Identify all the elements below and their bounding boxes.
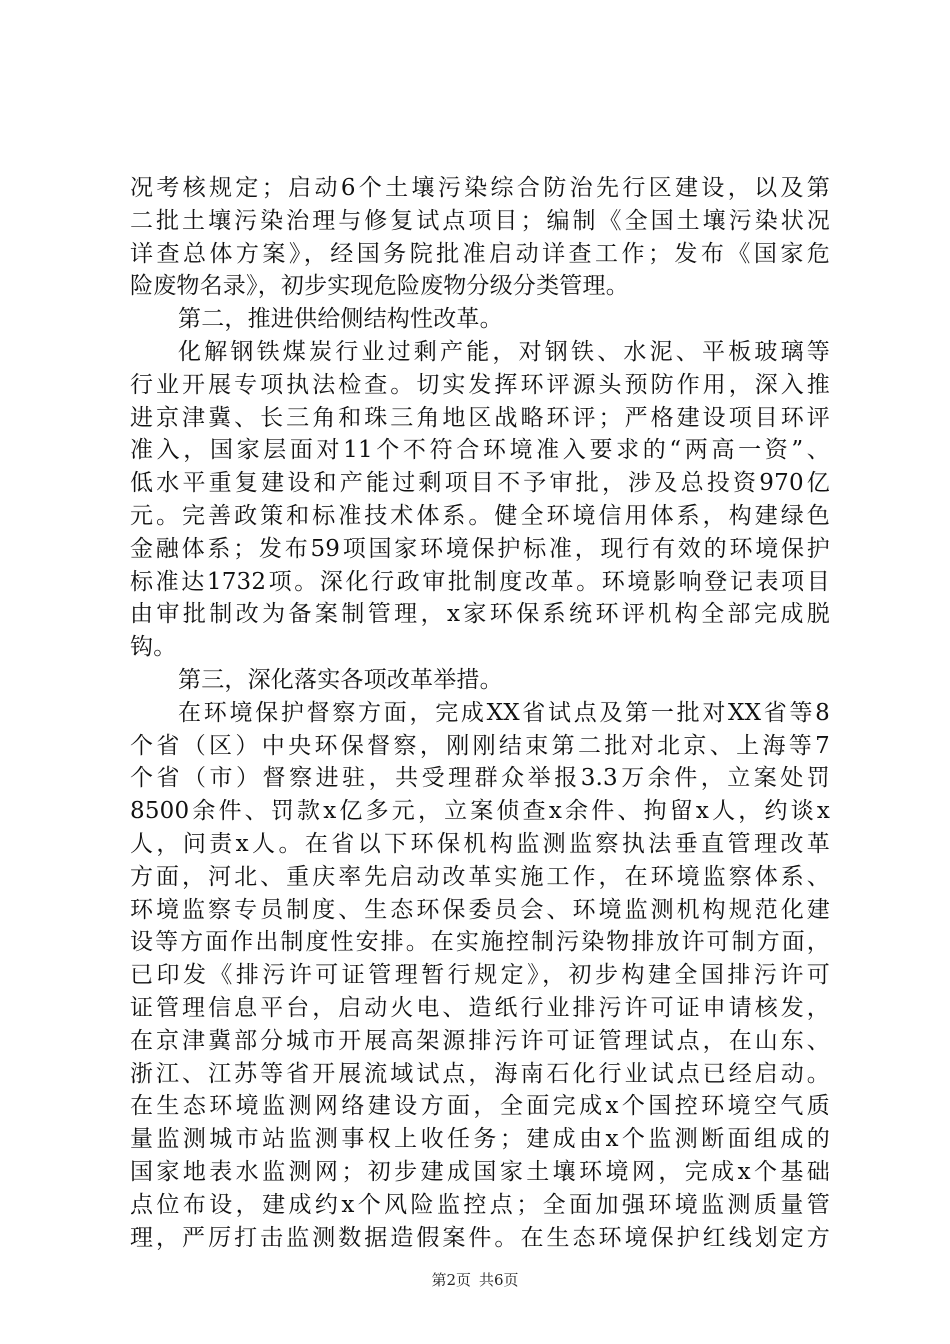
text-line: 元。完善政策和标准技术体系。健全环境信用体系，构建绿色 [130, 502, 830, 529]
text-line: 在生态环境监测网络建设方面，全面完成x个国控环境空气质 [130, 1093, 830, 1120]
text-line: 二批土壤污染治理与修复试点项目；编制《全国土壤污染状况 [130, 207, 830, 234]
text-line: 设等方面作出制度性安排。在实施控制污染物排放许可制方面， [130, 929, 830, 956]
text-line: 已印发《排污许可证管理暂行规定》，初步构建全国排污许可 [130, 962, 830, 989]
text-line: 在京津冀部分城市开展高架源排污许可证管理试点，在山东、 [130, 1027, 830, 1054]
text-line: 钩。 [130, 634, 177, 661]
text-line: 个省（区）中央环保督察，刚刚结束第二批对北京、上海等7 [130, 732, 830, 759]
text-line: 标准达1732项。深化行政审批制度改革。环境影响登记表项目 [130, 568, 830, 595]
text-line: 行业开展专项执法检查。切实发挥环评源头预防作用，深入推 [130, 371, 830, 398]
text-line: 详查总体方案》，经国务院批准启动详查工作；发布《国家危 [130, 240, 830, 267]
text-line: 在环境保护督察方面，完成XX省试点及第一批对XX省等8 [178, 699, 830, 726]
text-line: 国家地表水监测网；初步建成国家土壤环境网，完成x个基础 [130, 1158, 830, 1185]
paragraph [130, 336, 830, 664]
text-line: 人，问责x人。在省以下环保机构监测监察执法垂直管理改革 [130, 830, 830, 857]
page-number: 第2页 [431, 1271, 471, 1289]
text-line: 8500余件、罚款x亿多元，立案侦查x余件、拘留x人，约谈x [130, 798, 830, 825]
text-line: 第二，推进供给侧结构性改革。 [178, 306, 503, 333]
text-line: 量监测城市站监测事权上收任务；建成由x个监测断面组成的 [130, 1126, 830, 1153]
text-line: 化解钢铁煤炭行业过剩产能，对钢铁、水泥、平板玻璃等 [178, 338, 830, 365]
text-line: 准入，国家层面对11个不符合环境准入要求的“两高一资”、 [130, 437, 830, 464]
text-line: 证管理信息平台，启动火电、造纸行业排污许可证申请核发， [130, 994, 830, 1021]
text-line: 进京津冀、长三角和珠三角地区战略环评；严格建设项目环评 [130, 404, 830, 431]
text-line: 浙江、江苏等省开展流域试点，海南石化行业试点已经启动。 [130, 1060, 830, 1087]
section-heading [130, 664, 830, 697]
page-total: 共6页 [479, 1271, 519, 1289]
text-line: 方面，河北、重庆率先启动改革实施工作，在环境监察体系、 [130, 863, 830, 890]
paragraph [130, 172, 830, 303]
text-line: 理，严厉打击监测数据造假案件。在生态环境保护红线划定方 [130, 1224, 830, 1251]
document-body [130, 172, 830, 1254]
text-line: 险废物名录》，初步实现危险废物分级分类管理。 [130, 273, 629, 300]
paragraph [130, 697, 830, 1255]
text-line: 金融体系；发布59项国家环境保护标准，现行有效的环境保护 [130, 535, 830, 562]
text-line: 个省（市）督察进驻，共受理群众举报3.3万余件，立案处罚 [130, 765, 830, 792]
text-line: 由审批制改为备案制管理，x家环保系统环评机构全部完成脱 [130, 601, 830, 628]
text-line: 低水平重复建设和产能过剩项目不予审批，涉及总投资970亿 [130, 470, 830, 497]
text-line: 况考核规定；启动6个土壤污染综合防治先行区建设，以及第 [130, 175, 830, 201]
section-heading [130, 303, 830, 336]
text-line: 点位布设，建成约x个风险监控点；全面加强环境监测质量管 [130, 1191, 830, 1218]
text-line: 环境监察专员制度、生态环保委员会、环境监测机构规范化建 [130, 896, 830, 923]
text-line: 第三，深化落实各项改革举措。 [178, 666, 503, 693]
page-footer [0, 1270, 950, 1290]
